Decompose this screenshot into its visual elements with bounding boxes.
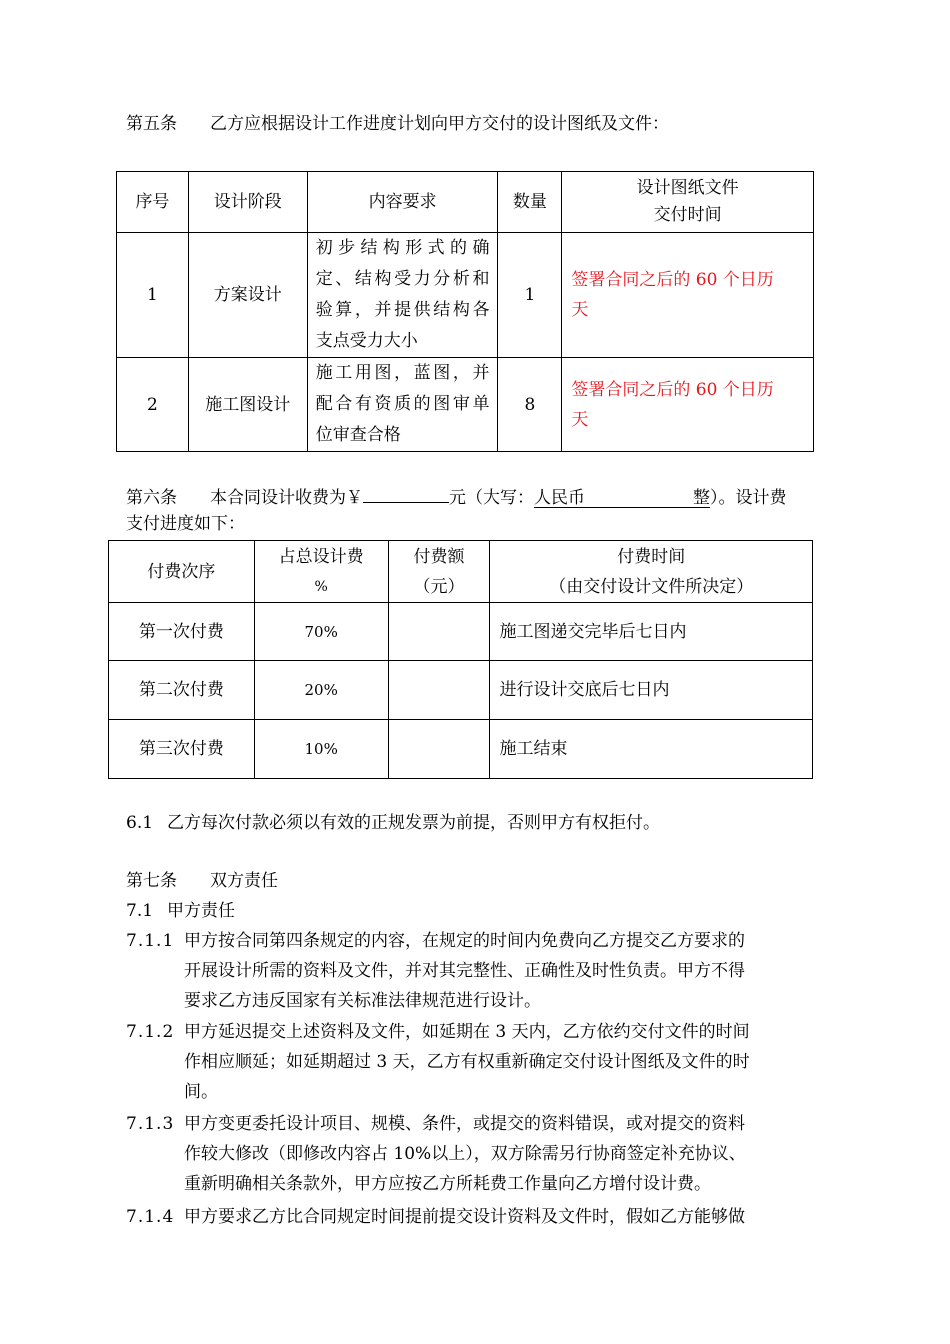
clause-text [184, 1109, 826, 1199]
header-delivery-time-line1: 设计图纸文件 [636, 178, 739, 198]
content-line: 配合有资质的图审单 [315, 394, 490, 414]
fee-amount-uppercase-blank [534, 490, 710, 508]
row-amount [388, 720, 490, 779]
row-amount [388, 603, 490, 661]
content-line: 验算，并提供结构各 [315, 300, 490, 320]
row-stage: 方案设计 [188, 233, 307, 358]
row-percentage: 10% [254, 720, 388, 779]
row-payment-order: 第一次付费 [109, 603, 255, 661]
clause-7-1-1 [126, 926, 826, 1016]
row-payment-order: 第三次付费 [109, 720, 255, 779]
article-6-line2: 支付进度如下： [126, 514, 245, 534]
clause-6-1-number: 6.1 [126, 813, 154, 833]
header-amount-line1: 付费额 [413, 546, 465, 567]
clause-line: 作相应顺延；如延期超过 3 天，乙方有权重新确定交付设计图纸及文件的时 [184, 1052, 750, 1072]
header-delivery-time-line2: 交付时间 [653, 205, 722, 225]
row-payment-order: 第二次付费 [109, 661, 255, 720]
row-quantity: 1 [498, 233, 562, 358]
header-payment-time-line1: 付费时间 [617, 546, 686, 567]
clause-line: 要求乙方违反国家有关标准法律规范进行设计。 [184, 991, 541, 1011]
row-percentage: 20% [254, 661, 388, 720]
header-amount [388, 541, 490, 603]
article-7-text: 双方责任 [210, 871, 278, 891]
fee-amount-blank [363, 484, 449, 503]
table-row [109, 720, 813, 779]
clause-text [184, 1202, 826, 1232]
row-delivery-time [562, 358, 814, 452]
clause-line: 甲方按合同第四条规定的内容，在规定的时间内免费向乙方提交乙方要求的 [184, 931, 745, 951]
clause-number: 7.1.1 [126, 931, 175, 951]
payment-schedule-table [108, 540, 813, 779]
clause-6-1 [126, 815, 660, 832]
row-percentage: 70% [254, 603, 388, 661]
row-quantity: 8 [498, 358, 562, 452]
header-payment-time [490, 541, 813, 603]
article-5-text: 乙方应根据设计工作进度计划向甲方交付的设计图纸及文件： [210, 114, 669, 134]
clause-number: 7.1.3 [126, 1114, 175, 1134]
content-line: 支点受力大小 [315, 331, 418, 351]
clause-7-1-3 [126, 1109, 826, 1199]
article-6-tail: ）。设计费 [710, 488, 787, 508]
clause-text [184, 1017, 826, 1107]
delivery-time-line: 天 [571, 409, 589, 430]
article-7-heading [126, 873, 278, 890]
clause-line: 甲方延迟提交上述资料及文件，如延期在 3 天内，乙方依约交付文件的时间 [184, 1022, 750, 1042]
clause-line: 开展设计所需的资料及文件，并对其完整性、正确性及时性负责。甲方不得 [184, 961, 745, 981]
table-header-row [109, 541, 813, 603]
clause-text [184, 926, 826, 1016]
content-line: 施工用图，蓝图，并 [315, 363, 490, 383]
delivery-time-line: 签署合同之后的 60 个日历 [571, 270, 774, 290]
row-index: 2 [117, 358, 189, 452]
header-percentage-line1: 占总设计费 [278, 546, 364, 567]
clause-7-1-number: 7.1 [126, 901, 154, 921]
header-content: 内容要求 [307, 172, 498, 233]
header-payment-order: 付费次序 [109, 541, 255, 603]
rmb-label: 人民币 [534, 488, 585, 508]
clause-line: 甲方变更委托设计项目、规模、条件，或提交的资料错误，或对提交的资料 [184, 1114, 745, 1134]
row-stage: 施工图设计 [188, 358, 307, 452]
row-payment-time: 施工结束 [490, 720, 813, 779]
header-delivery-time [562, 172, 814, 233]
clause-line: 间。 [184, 1082, 218, 1102]
article-6-number: 第六条 [126, 488, 177, 508]
clause-7-1-4 [126, 1202, 826, 1232]
clause-line: 作较大修改（即修改内容占 10%以上），双方除需另行协商签定补充协议、 [184, 1144, 746, 1164]
clause-6-1-text: 乙方每次付款必须以有效的正规发票为前提，否则甲方有权拒付。 [167, 813, 661, 833]
clause-7-1-2 [126, 1017, 826, 1107]
delivery-time-line: 签署合同之后的 60 个日历 [571, 379, 774, 400]
article-5-number: 第五条 [126, 114, 177, 134]
design-deliverables-table [116, 171, 814, 452]
table-row [109, 661, 813, 720]
content-line: 初步结构形式的确 [315, 238, 490, 258]
header-quantity: 数量 [498, 172, 562, 233]
row-content [307, 358, 498, 452]
clause-line: 重新明确相关条款外，甲方应按乙方所耗费工作量向乙方增付设计费。 [184, 1174, 711, 1194]
clause-number: 7.1.2 [126, 1022, 175, 1042]
content-line: 定、结构受力分析和 [315, 269, 490, 289]
table-header-row [117, 172, 814, 233]
header-amount-line2: （元） [413, 576, 465, 597]
article-6-fee-label: 本合同设计收费为￥ [210, 488, 363, 508]
zheng-label: 整 [693, 488, 710, 508]
clause-number: 7.1.4 [126, 1207, 175, 1227]
row-amount [388, 661, 490, 720]
delivery-time-line: 天 [571, 300, 589, 320]
clause-line: 甲方要求乙方比合同规定时间提前提交设计资料及文件时，假如乙方能够做 [184, 1207, 745, 1227]
header-stage: 设计阶段 [188, 172, 307, 233]
header-payment-time-line2: （由交付设计文件所决定） [549, 576, 754, 597]
table-row [117, 233, 814, 358]
row-delivery-time [562, 233, 814, 358]
table-row [109, 603, 813, 661]
header-percentage [254, 541, 388, 603]
content-line: 位审查合格 [315, 425, 401, 445]
clause-7-1 [126, 903, 235, 920]
article-7-number: 第七条 [126, 871, 177, 891]
article-6-yuan-label: 元（大写： [449, 488, 534, 508]
article-5-heading [126, 116, 669, 133]
row-content [307, 233, 498, 358]
row-payment-time: 进行设计交底后七日内 [490, 661, 813, 720]
header-percentage-line2: % [314, 578, 328, 595]
row-index: 1 [117, 233, 189, 358]
header-index: 序号 [117, 172, 189, 233]
article-6-heading [126, 484, 787, 508]
clause-7-1-text: 甲方责任 [167, 901, 236, 921]
row-payment-time: 施工图递交完毕后七日内 [490, 603, 813, 661]
table-row [117, 358, 814, 452]
